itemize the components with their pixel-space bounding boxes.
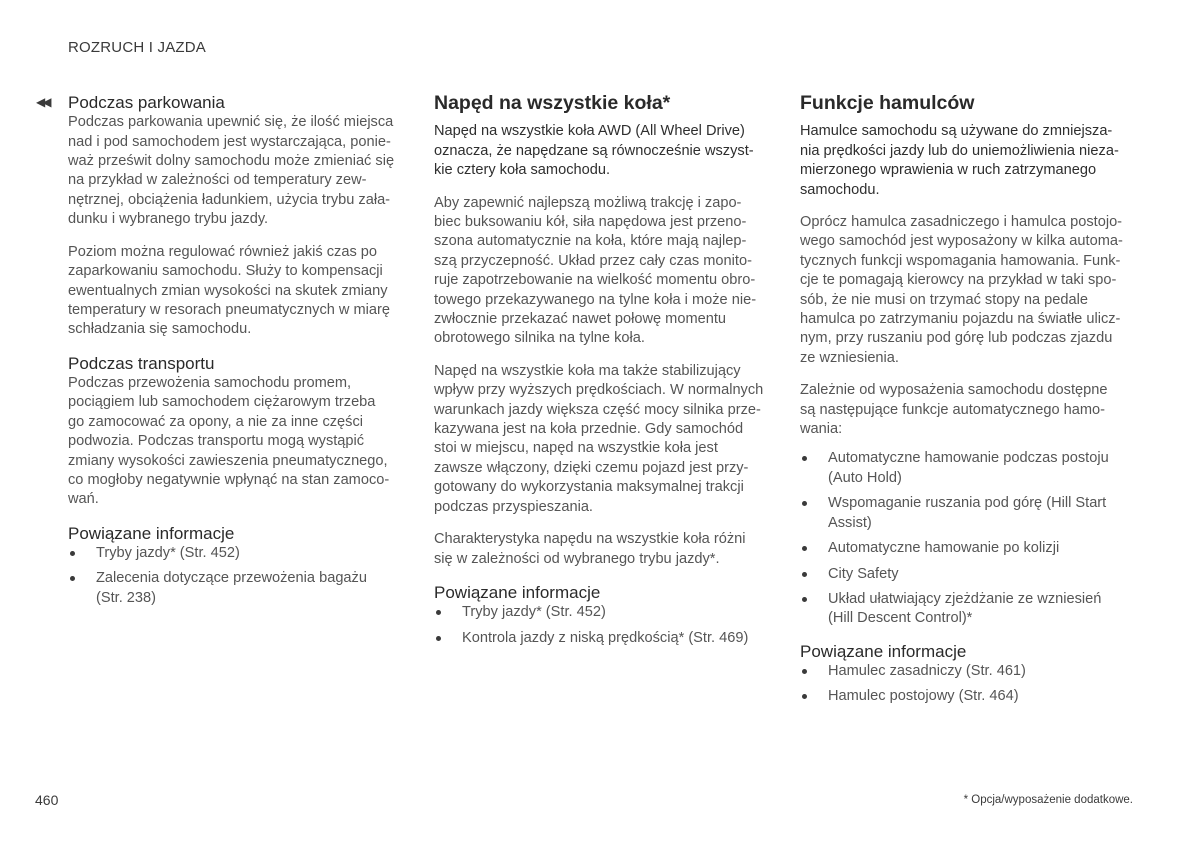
text-line: podwozia. Podczas transportu mogą wystąpić xyxy=(68,433,365,450)
column-parking xyxy=(68,92,408,614)
bullet-icon xyxy=(802,501,807,506)
list-item xyxy=(800,590,1140,629)
list-item-text: Układ ułatwiający zjeżdżanie ze wzniesień xyxy=(828,590,1102,607)
bullet-icon xyxy=(802,456,807,461)
text-line: mierzonego wprawienia w ruch zatrzymanego xyxy=(800,162,1097,179)
bullet-icon xyxy=(70,551,75,556)
related-info-list xyxy=(800,662,1140,707)
footnote: * Opcja/wyposażenie dodatkowe. xyxy=(963,794,1133,806)
text-line: są następujące funkcje automatycznego hamo- xyxy=(800,401,1106,418)
text-line: cje te pomagają kierowcy na przykład w taki spo- xyxy=(800,272,1117,289)
brakes-title: Funkcje hamulców xyxy=(800,92,975,114)
related-info-heading: Powiązane informacje xyxy=(68,523,235,543)
transport-paragraph xyxy=(68,374,408,510)
text-line: zawsze włączony, dzięki czemu pojazd jest przy- xyxy=(434,459,749,476)
text-line: obrotowego silnika na tylne koła. xyxy=(434,330,645,347)
text-line: schładzania się samochodu. xyxy=(68,321,252,338)
text-line: kazywana jest na koła przednie. Gdy samochód xyxy=(434,421,744,438)
list-item-text: Zalecenia dotyczące przewożenia bagażu xyxy=(96,570,367,587)
transport-heading: Podczas transportu xyxy=(68,353,215,373)
list-item xyxy=(800,662,1140,681)
list-item xyxy=(800,449,1140,488)
text-line: podczas przyspieszania. xyxy=(434,498,593,515)
bullet-icon xyxy=(802,572,807,577)
list-item-text: Kontrola jazdy z niską prędkością* (Str. 469) xyxy=(462,629,749,646)
awd-paragraph-3 xyxy=(434,530,774,569)
text-line: szona automatycznie na koła, które mają najlep- xyxy=(434,233,747,250)
text-line: Napęd na wszystkie koła AWD (All Wheel Drive) xyxy=(434,123,745,140)
text-line: szą przyczepność. Układ przez cały czas monito- xyxy=(434,252,752,269)
bullet-icon xyxy=(70,576,75,581)
bullet-icon xyxy=(436,610,441,615)
parking-paragraph-2 xyxy=(68,243,408,340)
related-info-heading: Powiązane informacje xyxy=(800,641,967,661)
text-line: pociągiem lub samochodem ciężarowym trzeba xyxy=(68,394,376,411)
brakes-paragraph-2 xyxy=(800,381,1140,439)
text-line: waż prześwit dolny samochodu może zmieniać się xyxy=(68,153,395,170)
list-item-text: Tryby jazdy* (Str. 452) xyxy=(462,604,606,621)
text-line: temperatury w resorach pneumatycznych w miarę xyxy=(68,301,390,318)
text-line: się w zależności od wybranego trybu jazdy*. xyxy=(434,550,720,567)
text-line: nia prędkości jazdy lub do uniemożliwienia nieza- xyxy=(800,142,1119,159)
text-line: Podczas przewożenia samochodu promem, xyxy=(68,374,352,391)
list-item-text: Hamulec zasadniczy (Str. 461) xyxy=(828,662,1026,679)
bullet-icon xyxy=(436,636,441,641)
text-line: zmiany wysokości zawieszenia pneumatycznego, xyxy=(68,452,388,469)
list-item-text: (Hill Descent Control)* xyxy=(828,610,973,627)
parking-paragraph-1 xyxy=(68,113,408,229)
awd-paragraph-2 xyxy=(434,362,774,517)
text-line: oznacza, że napędzane są równocześnie wszyst- xyxy=(434,142,754,159)
awd-title: Napęd na wszystkie koła* xyxy=(434,92,671,114)
page-number: 460 xyxy=(35,792,59,808)
text-line: wań. xyxy=(68,491,99,508)
text-line: zaparkowaniu samochodu. Służy to kompensacji xyxy=(68,263,383,280)
text-line: ze wzniesienia. xyxy=(800,349,899,366)
related-info-list xyxy=(434,603,774,648)
column-awd xyxy=(434,92,774,654)
text-line: ewentualnych zmian wysokości na skutek zmiany xyxy=(68,282,388,299)
bullet-icon xyxy=(802,597,807,602)
text-line: towego przekazywanego na tylne koła i może nie- xyxy=(434,291,757,308)
section-title: ROZRUCH I JAZDA xyxy=(68,39,206,56)
text-line: Aby zapewnić najlepszą możliwą trakcję i zapo- xyxy=(434,194,742,211)
list-item-text: Automatyczne hamowanie po kolizji xyxy=(828,540,1060,557)
parking-heading: Podczas parkowania xyxy=(68,93,225,112)
list-item xyxy=(434,629,774,648)
list-item-text: Hamulec postojowy (Str. 464) xyxy=(828,688,1019,705)
text-line: nad i pod samochodem jest wystarczająca, ponie- xyxy=(68,133,391,150)
text-line: sób, że nie musi on trzymać stopy na pedale xyxy=(800,291,1088,308)
text-line: Hamulce samochodu są używane do zmniejsza- xyxy=(800,123,1113,140)
awd-lead xyxy=(434,122,774,180)
text-line: wego samochód jest wyposażony w kilka automa- xyxy=(800,233,1123,250)
list-item-text: (Str. 238) xyxy=(96,589,157,606)
related-info-list xyxy=(68,544,408,608)
brakes-lead xyxy=(800,122,1140,200)
text-line: nym, przy ruszaniu pod górę lub podczas zjazdu xyxy=(800,330,1113,347)
related-info-heading: Powiązane informacje xyxy=(434,582,601,602)
text-line: kie cztery koła samochodu. xyxy=(434,162,611,179)
text-line: wania: xyxy=(800,421,843,438)
text-line: gotowany do wykorzystania maksymalnej trakcji xyxy=(434,479,744,496)
text-line: wpływ przy wyższych prędkościach. W normalnych xyxy=(434,382,764,399)
text-line: Oprócz hamulca zasadniczego i hamulca postojo- xyxy=(800,214,1123,231)
list-item-text: City Safety xyxy=(828,565,899,582)
brakes-paragraph-1 xyxy=(800,213,1140,368)
list-item-text: Assist) xyxy=(828,514,872,531)
bullet-icon xyxy=(802,694,807,699)
awd-paragraph-1 xyxy=(434,194,774,349)
column-brakes xyxy=(800,92,1140,713)
list-item xyxy=(800,565,1140,584)
text-line: zwłocznie przekazać nawet połowę momentu xyxy=(434,311,727,328)
list-item-text: Wspomaganie ruszania pod górę (Hill Start xyxy=(828,495,1107,512)
text-line: ruje zapotrzebowanie na wielkość momentu obro- xyxy=(434,272,756,289)
list-item-text: Automatyczne hamowanie podczas postoju xyxy=(828,450,1109,467)
list-item xyxy=(68,544,408,563)
bullet-icon xyxy=(802,546,807,551)
text-line: go zamocować za opony, a nie za inne części xyxy=(68,413,364,430)
text-line: hamulca po zatrzymaniu pojazdu na światłe ulicz- xyxy=(800,311,1121,328)
text-line: warunkach jazdy większa część mocy silnika prze- xyxy=(434,401,761,418)
text-line: stoi w miejscu, napęd na wszystkie koła jest xyxy=(434,440,718,457)
brake-functions-list xyxy=(800,449,1140,628)
text-line: Zależnie od wyposażenia samochodu dostępne xyxy=(800,382,1108,399)
text-line: dunku i wybranego trybu jazdy. xyxy=(68,211,269,228)
text-line: tycznych funkcji wspomagania hamowania. Funk- xyxy=(800,252,1121,269)
text-line: na przykład w zależności od temperatury zew- xyxy=(68,172,367,189)
text-line: biec buksowaniu kół, siła napędowa jest przeno- xyxy=(434,214,747,231)
list-item xyxy=(434,603,774,622)
list-item-text: (Auto Hold) xyxy=(828,469,902,486)
text-line: Podczas parkowania upewnić się, że ilość miejsca xyxy=(68,114,394,131)
list-item xyxy=(800,494,1140,533)
list-item xyxy=(68,569,408,608)
back-arrows-icon: ◀◀ xyxy=(36,95,49,109)
text-line: co mogłoby negatywnie wpłynąć na stan zamoco- xyxy=(68,472,390,488)
list-item-text: Tryby jazdy* (Str. 452) xyxy=(96,545,240,562)
text-line: nętrznej, obciążenia ładunkiem, użycia trybu zała- xyxy=(68,191,391,208)
list-item xyxy=(800,539,1140,558)
text-line: Charakterystyka napędu na wszystkie koła różni xyxy=(434,531,746,548)
text-line: samochodu. xyxy=(800,181,880,198)
list-item xyxy=(800,687,1140,706)
text-line: Napęd na wszystkie koła ma także stabilizujący xyxy=(434,362,741,379)
text-line: Poziom można regulować również jakiś czas po xyxy=(68,243,378,260)
bullet-icon xyxy=(802,669,807,674)
